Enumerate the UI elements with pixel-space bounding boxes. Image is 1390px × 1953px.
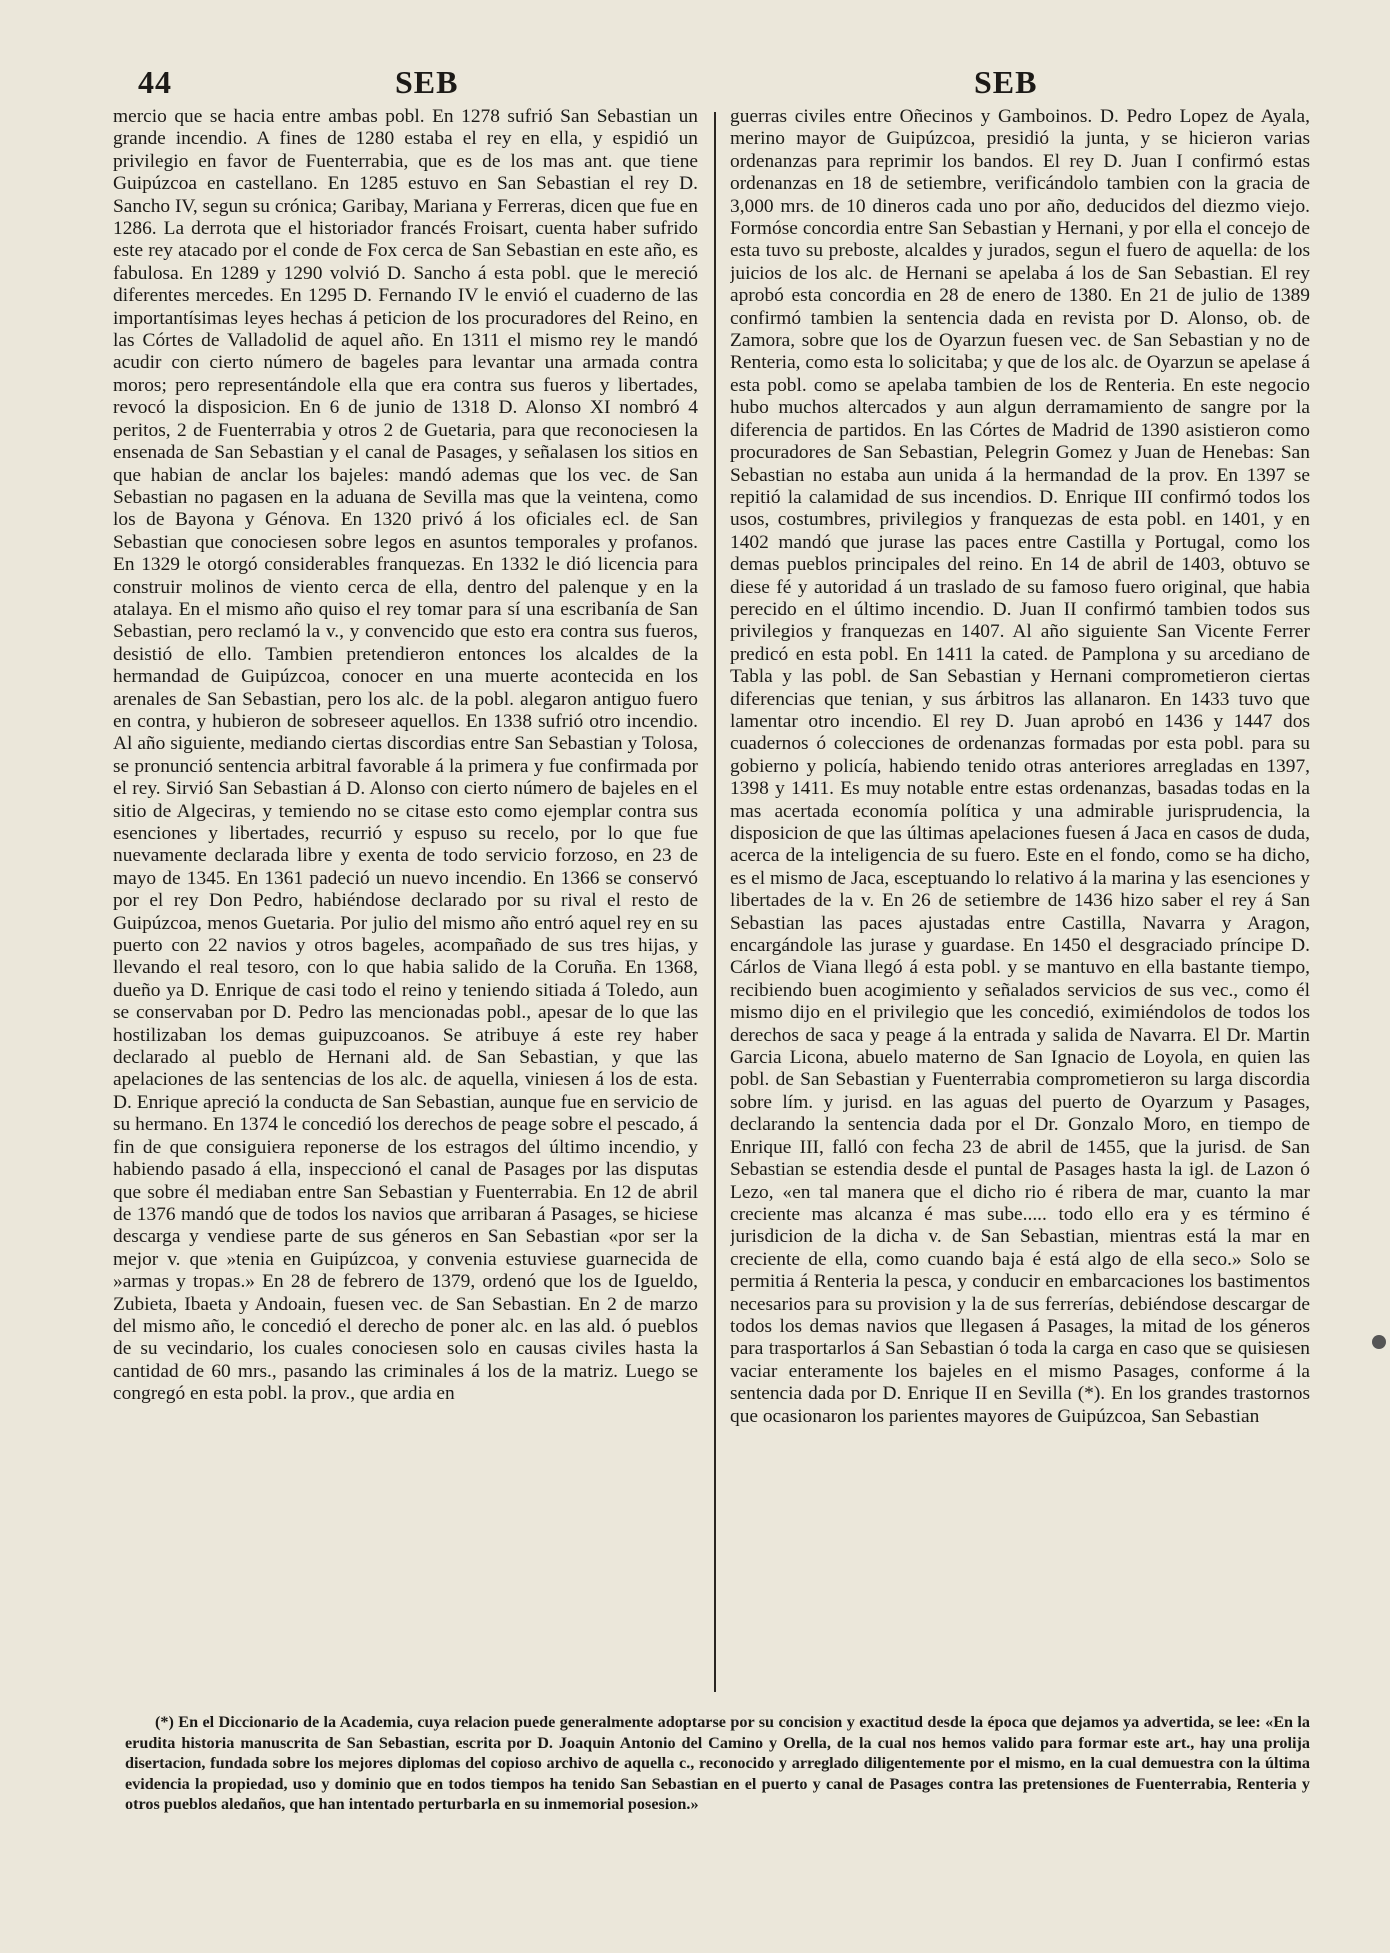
- left-column-text: mercio que se hacia entre ambas pobl. En 1278 sufrió San Sebastian un grande incendio. A fines de 1280 estaba el rey en ella, y espidió un privilegio en favor de Fuenterrabia, que es de los mas ant. que tiene Guipúzcoa en castellano. En 1285 estuvo en San Sebastian el rey D. Sancho IV, segun su crónica; Garibay, Mariana y Ferreras, dicen que fue en 1286. La derrota que el historiador francés Froisart, cuenta haber sufrido este rey atacado por el conde de Fox cerca de San Sebastian en este año, es fabulosa. En 1289 y 1290 volvió D. Sancho á esta pobl. que le mereció diferentes mercedes. En 1295 D. Fernando IV le envió el cuaderno de las importantísimas leyes hechas á peticion de los procuradores del Reino, en las Córtes de Valladolid de aquel año. En 1311 el mismo rey le mandó acudir con cierto número de bageles para levantar una armada contra moros; pero representándole ella que era contra sus fueros y libertades, revocó la disposicion. En 6 de junio de 1318 D. Alonso XI nombró 4 peritos, 2 de Fuenterrabia y otros 2 de Guetaria, para que reconociesen la ensenada de San Sebastian y el canal de Pasages, y señalasen los sitios en que habian de anclar los bajeles: mandó ademas que los vec. de San Sebastian no pagasen en la aduana de Sevilla mas que la veintena, como los de Bayona y Génova. En 1320 privó á los oficiales ecl. de San Sebastian que conociesen sobre legos en asuntos temporales y profanos. En 1329 le otorgó considerables franquezas. En 1332 le dió licencia para construir molinos de viento cerca de ella, dentro del palenque y en la atalaya. En el mismo año quiso el rey tomar para sí una escribanía de San Sebastian, pero reclamó la v., y convencido que esto era contra sus fueros, desistió de ello. Tambien pretendieron entonces los alcaldes de la hermandad de Guipúzcoa, conocer en una muerte acontecida en los arenales de San Sebastian, pero los alc. de la pobl. alegaron antiguo fuero en contra, y hubieron de sobreseer aquellos. En 1338 sufrió otro incendio. Al año siguiente, mediando ciertas discordias entre San Sebastian y Tolosa, se pronunció sentencia arbitral favorable á la primera y fue confirmada por el rey. Sirvió San Sebastian á D. Alonso con cierto número de bajeles en el sitio de Algeciras, y temiendo no se citase esto como ejemplar contra sus esenciones y libertades, recurrió y espuso su recelo, por lo que fue nuevamente declarada libre y exenta de todo servicio forzoso, en 23 de mayo de 1345. En 1361 padeció un nuevo incendio. En 1366 se conservó por el rey Don Pedro, habiéndose declarado por su rival el resto de Guipúzcoa, menos Guetaria. Por julio del mismo año entró aquel rey en su puerto con 22 navios y otros bageles, acompañado de sus tres hijas, y llevando el real tesoro, con lo que habia salido de la Coruña. En 1368, dueño ya D. Enrique de casi todo el reino y teniendo sitiada á Toledo, aun se conservaban por D. Pedro las mencionadas pobl., apesar de lo que las hostilizaban los demas guipuzcoanos. Se atribuye á este rey haber declarado al pueblo de Hernani ald. de San Sebastian, y que las apelaciones de las sentencias de los alc. de aquella, viniesen á los de esta. D. Enrique apreció la conducta de San Sebastian, aunque fue en servicio de su hermano. En 1374 le concedió los derechos de peage sobre el pescado, á fin de que consiguiera reponerse de los estragos del último incendio, y habiendo pasado á ella, inspeccionó el canal de Pasages por las disputas que sobre él mediaban entre San Sebastian y Fuenterrabia. En 12 de abril de 1376 mandó que de todos los navios que arribaran á Pasages, se hiciese descarga y vendiese parte de sus géneros en San Sebastian «por ser la mejor v. que »tenia en Guipúzcoa, y convenia estuviese guarnecida de »armas y tropas.» En 28 de febrero de 1379, ordenó que los de Igueldo, Zubieta, Ibaeta y Andoain, fuesen vec. de San Sebastian. En 2 de marzo del mismo año, le concedió el derecho de poner alc. en las ald. ó pueblos de su vecindario, los cuales conociesen solo en causas civiles hasta la cantidad de 60 mrs., pasando las criminales á los de la matriz. Luego se congregó en esta pobl. la prov., que ardia en: [113, 106, 698, 1405]
- right-column: [730, 106, 1310, 1696]
- footnote-text: (*) En el Diccionario de la Academia, cuya relacion puede generalmente adoptarse por su concision y exactitud desde la época que dejamos ya advertida, se lee: «En la erudita historia manuscrita de San Sebastian, escrita por D. Joaquin Antonio del Camino y Orella, de la cual nos hemos valido para formar este art., hay una prolija disertacion, fundada sobre los mejores diplomas del copioso archivo de aquella c., reconocido y arreglado diligentemente por el mismo, en la cual demuestra con la última evidencia la propiedad, uso y dominio que en todos tiempos ha tenido San Sebastian en el puerto y canal de Pasages contra las pretensiones de Fuenterrabia, Renteria y otros pueblos aledaños, que han intentado perturbarla en su inmemorial posesion.»: [125, 1713, 1310, 1814]
- running-head-left: SEB: [395, 64, 459, 100]
- page-number: 44: [138, 64, 172, 100]
- column-divider: [714, 112, 716, 1692]
- running-head-right: SEB: [974, 64, 1038, 100]
- scan-edge-mark: [1372, 1335, 1386, 1349]
- left-column: [113, 106, 698, 1696]
- page-header: [0, 58, 1390, 108]
- footnote: [125, 1712, 1310, 1897]
- right-column-text: guerras civiles entre Oñecinos y Gamboinos. D. Pedro Lopez de Ayala, merino mayor de Guipúzcoa, presidió la junta, y se hicieron varias ordenanzas para reprimir los bandos. El rey D. Juan I confirmó estas ordenanzas en 18 de setiembre, verificándolo tambien con la gracia de 3,000 mrs. de 10 dineros cada uno por año, deducidos del diezmo viejo. Formóse concordia entre San Sebastian y Hernani, y por ella el concejo de esta tuvo su preboste, alcaldes y jurados, segun el fuero de aquella: de los juicios de los alc. de Hernani se apelaba á los de San Sebastian. El rey aprobó esta concordia en 28 de enero de 1380. En 21 de julio de 1389 confirmó tambien la sentencia dada en revista por D. Alonso, ob. de Zamora, sobre que los de Oyarzun fuesen vec. de San Sebastian y no de Renteria, como esta lo solicitaba; y que de los alc. de Oyarzun se apelase á esta pobl. como se apelaba tambien de los de Renteria. En este negocio hubo muchos altercados y aun algun derramamiento de sangre por la diferencia de partidos. En las Córtes de Madrid de 1390 asistieron como procuradores de San Sebastian, Pelegrin Gomez y Juan de Henebas: San Sebastian no estaba aun unida á la hermandad de la prov. En 1397 se repitió la calamidad de sus incendios. D. Enrique III confirmó todos los usos, costumbres, privilegios y franquezas de esta pobl. en 1401, y en 1402 mandó que jurase las paces entre Castilla y Portugal, como los demas pueblos principales del reino. En 14 de abril de 1403, obtuvo se diese fé y autoridad á un traslado de su famoso fuero original, que habia perecido en el último incendio. D. Juan II confirmó tambien todos sus privilegios y franquezas en 1407. Al año siguiente San Vicente Ferrer predicó en esta pobl. En 1411 la cated. de Pamplona y su arcediano de Tabla y las pobl. de San Sebastian y Hernani comprometieron ciertas diferencias que tenian, y sus árbitros las allanaron. En 1433 tuvo que lamentar otro incendio. El rey D. Juan aprobó en 1436 y 1447 dos cuadernos ó colecciones de ordenanzas formadas por esta pobl. para su gobierno y policía, habiendo tenido otras anteriores arregladas en 1397, 1398 y 1411. Es muy notable entre estas ordenanzas, basadas todas en la mas acertada economía política y una admirable jurisprudencia, la disposicion de que las últimas apelaciones fuesen á Jaca en casos de duda, acerca de la inteligencia de su fuero. Este en el fondo, como se ha dicho, es el mismo de Jaca, esceptuando lo relativo á la marina y las esenciones y libertades de la v. En 26 de setiembre de 1436 hizo saber el rey á San Sebastian las paces ajustadas entre Castilla, Navarra y Aragon, encargándole las jurase y guardase. En 1450 el desgraciado príncipe D. Cárlos de Viana llegó á esta pobl. y se mantuvo en ella bastante tiempo, recibiendo buen acogimiento y señalados servicios de sus vec., como él mismo dijo en el privilegio que les concedió, eximiéndolos de todos los derechos de saca y peage á la entrada y salida de Navarra. El Dr. Martin Garcia Licona, abuelo materno de San Ignacio de Loyola, en quien las pobl. de San Sebastian y Fuenterrabia comprometieron su larga discordia sobre lím. y jurisd. en las aguas del puerto de Oyarzum y Pasages, declarando la sentencia dada por el Dr. Gonzalo Moro, en tiempo de Enrique III, falló con fecha 23 de abril de 1455, que la jurisd. de San Sebastian se estendia desde el puntal de Pasages hasta la igl. de Lazon ó Lezo, «en tal manera que el dicho rio é ribera de mar, cuanto la mar creciente mas alcanza é mas sube..... todo ello era y es término é jurisdicion de la dicha v. de San Sebastian, mientras está la mar en creciente de ella, como cuando baja é está algo de ella seco.» Solo se permitia á Renteria la pesca, y conducir en embarcaciones los bastimentos necesarios para su provision y la de sus ferrerías, debiéndose descargar de todos los demas navios que llegasen á Pasages, la mitad de los géneros para trasportarlos á San Sebastian ó toda la carga en caso que se quisiesen vaciar enteramente los bajeles en el mismo Pasages, conforme á la sentencia dada por D. Enrique II en Sevilla (*). En los grandes trastornos que ocasionaron los parientes mayores de Guipúzcoa, San Sebastian: [730, 106, 1310, 1427]
